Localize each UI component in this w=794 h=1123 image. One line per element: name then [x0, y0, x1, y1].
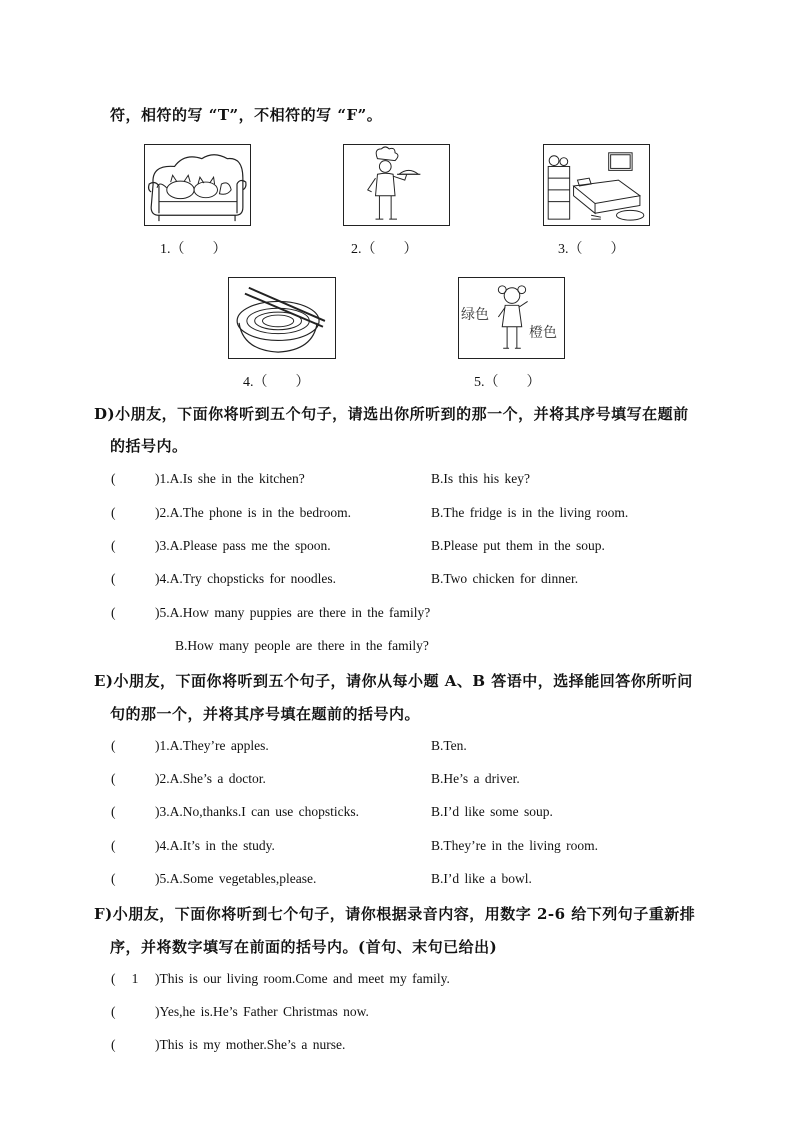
picture-5-answer[interactable]: 5.（ ）: [474, 375, 541, 390]
answer-paren[interactable]: (: [111, 871, 116, 886]
section-f-heading: F)小朋友，下面你将听到七个句子，请你根据录音内容，用数字 2-6 给下列句子重新排: [94, 905, 696, 923]
answer-paren[interactable]: (: [111, 1037, 116, 1052]
sentence-text: )This is my mother.She’s a nurse.: [155, 1037, 346, 1052]
picture-3-bedroom: [543, 144, 650, 226]
option-a: )4.A.Try chopsticks for noodles.: [155, 571, 336, 586]
option-b: B.I’d like a bowl.: [431, 871, 532, 886]
option-b: B.How many people are there in the family?: [175, 638, 429, 653]
option-a: )1.A.Is she in the kitchen?: [155, 471, 305, 486]
sentence-text: )This is our living room.Come and meet my family.: [155, 971, 450, 986]
chef-illustration: [344, 145, 449, 225]
picture-2-answer[interactable]: 2.（ ）: [351, 242, 418, 257]
color-label-orange: 橙色: [529, 325, 557, 341]
answer-paren[interactable]: (: [111, 738, 116, 753]
section-d-heading: D)小朋友，下面你将听到五个句子，请选出你所听到的那一个，并将其序号填写在题前: [94, 405, 689, 423]
option-b: B.I’d like some soup.: [431, 804, 553, 819]
picture-4-noodles: [228, 277, 336, 359]
option-a: )2.A.The phone is in the bedroom.: [155, 505, 351, 520]
option-a: )1.A.They’re apples.: [155, 738, 269, 753]
option-b: B.He’s a driver.: [431, 771, 520, 786]
girl-illustration: [459, 278, 564, 358]
option-b: B.Is this his key?: [431, 471, 530, 486]
option-a: )5.A.How many puppies are there in the family?: [155, 605, 431, 620]
answer-paren[interactable]: (: [111, 605, 116, 620]
picture-1-sofa: [144, 144, 251, 226]
section-f-heading-cont: 序，并将数字填写在前面的括号内。(首句、末句已给出): [110, 938, 498, 956]
picture-1-answer[interactable]: 1.（ ）: [160, 242, 227, 257]
option-a: )3.A.Please pass me the spoon.: [155, 538, 331, 553]
sentence-text: )Yes,he is.He’s Father Christmas now.: [155, 1004, 369, 1019]
section-e-heading: E)小朋友，下面你将听到五个句子，请你从每小题 A、B 答语中，选择能回答你所听问: [94, 672, 693, 690]
instruction-text: 符，相符的写 “T”，不相符的写 “F”。: [110, 106, 383, 124]
option-b: B.They’re in the living room.: [431, 838, 598, 853]
option-a: )4.A.It’s in the study.: [155, 838, 275, 853]
answer-paren[interactable]: (: [111, 571, 116, 586]
section-e-heading-cont: 句的那一个，并将其序号填在题前的括号内。: [110, 705, 421, 723]
answer-paren[interactable]: (: [111, 771, 116, 786]
color-label-green: 绿色: [461, 307, 489, 323]
sofa-illustration: [145, 145, 250, 225]
option-a: )3.A.No,thanks.I can use chopsticks.: [155, 804, 359, 819]
option-b: B.Please put them in the soup.: [431, 538, 605, 553]
answer-paren[interactable]: (: [111, 804, 116, 819]
section-d-heading-cont: 的括号内。: [110, 437, 188, 455]
option-b: B.Two chicken for dinner.: [431, 571, 579, 586]
noodles-illustration: [229, 278, 335, 358]
bedroom-illustration: [544, 145, 649, 225]
answer-paren[interactable]: (: [111, 1004, 116, 1019]
picture-4-answer[interactable]: 4.（ ）: [243, 375, 310, 390]
answer-paren[interactable]: (: [111, 471, 116, 486]
answer-paren[interactable]: (: [111, 838, 116, 853]
picture-2-chef: [343, 144, 450, 226]
picture-3-answer[interactable]: 3.（ ）: [558, 242, 625, 257]
option-a: )5.A.Some vegetables,please.: [155, 871, 317, 886]
option-b: B.Ten.: [431, 738, 467, 753]
picture-5-girl: [458, 277, 565, 359]
option-a: )2.A.She’s a doctor.: [155, 771, 266, 786]
answer-paren[interactable]: ( 1: [111, 971, 139, 986]
option-b: B.The fridge is in the living room.: [431, 505, 629, 520]
answer-paren[interactable]: (: [111, 505, 116, 520]
answer-paren[interactable]: (: [111, 538, 116, 553]
